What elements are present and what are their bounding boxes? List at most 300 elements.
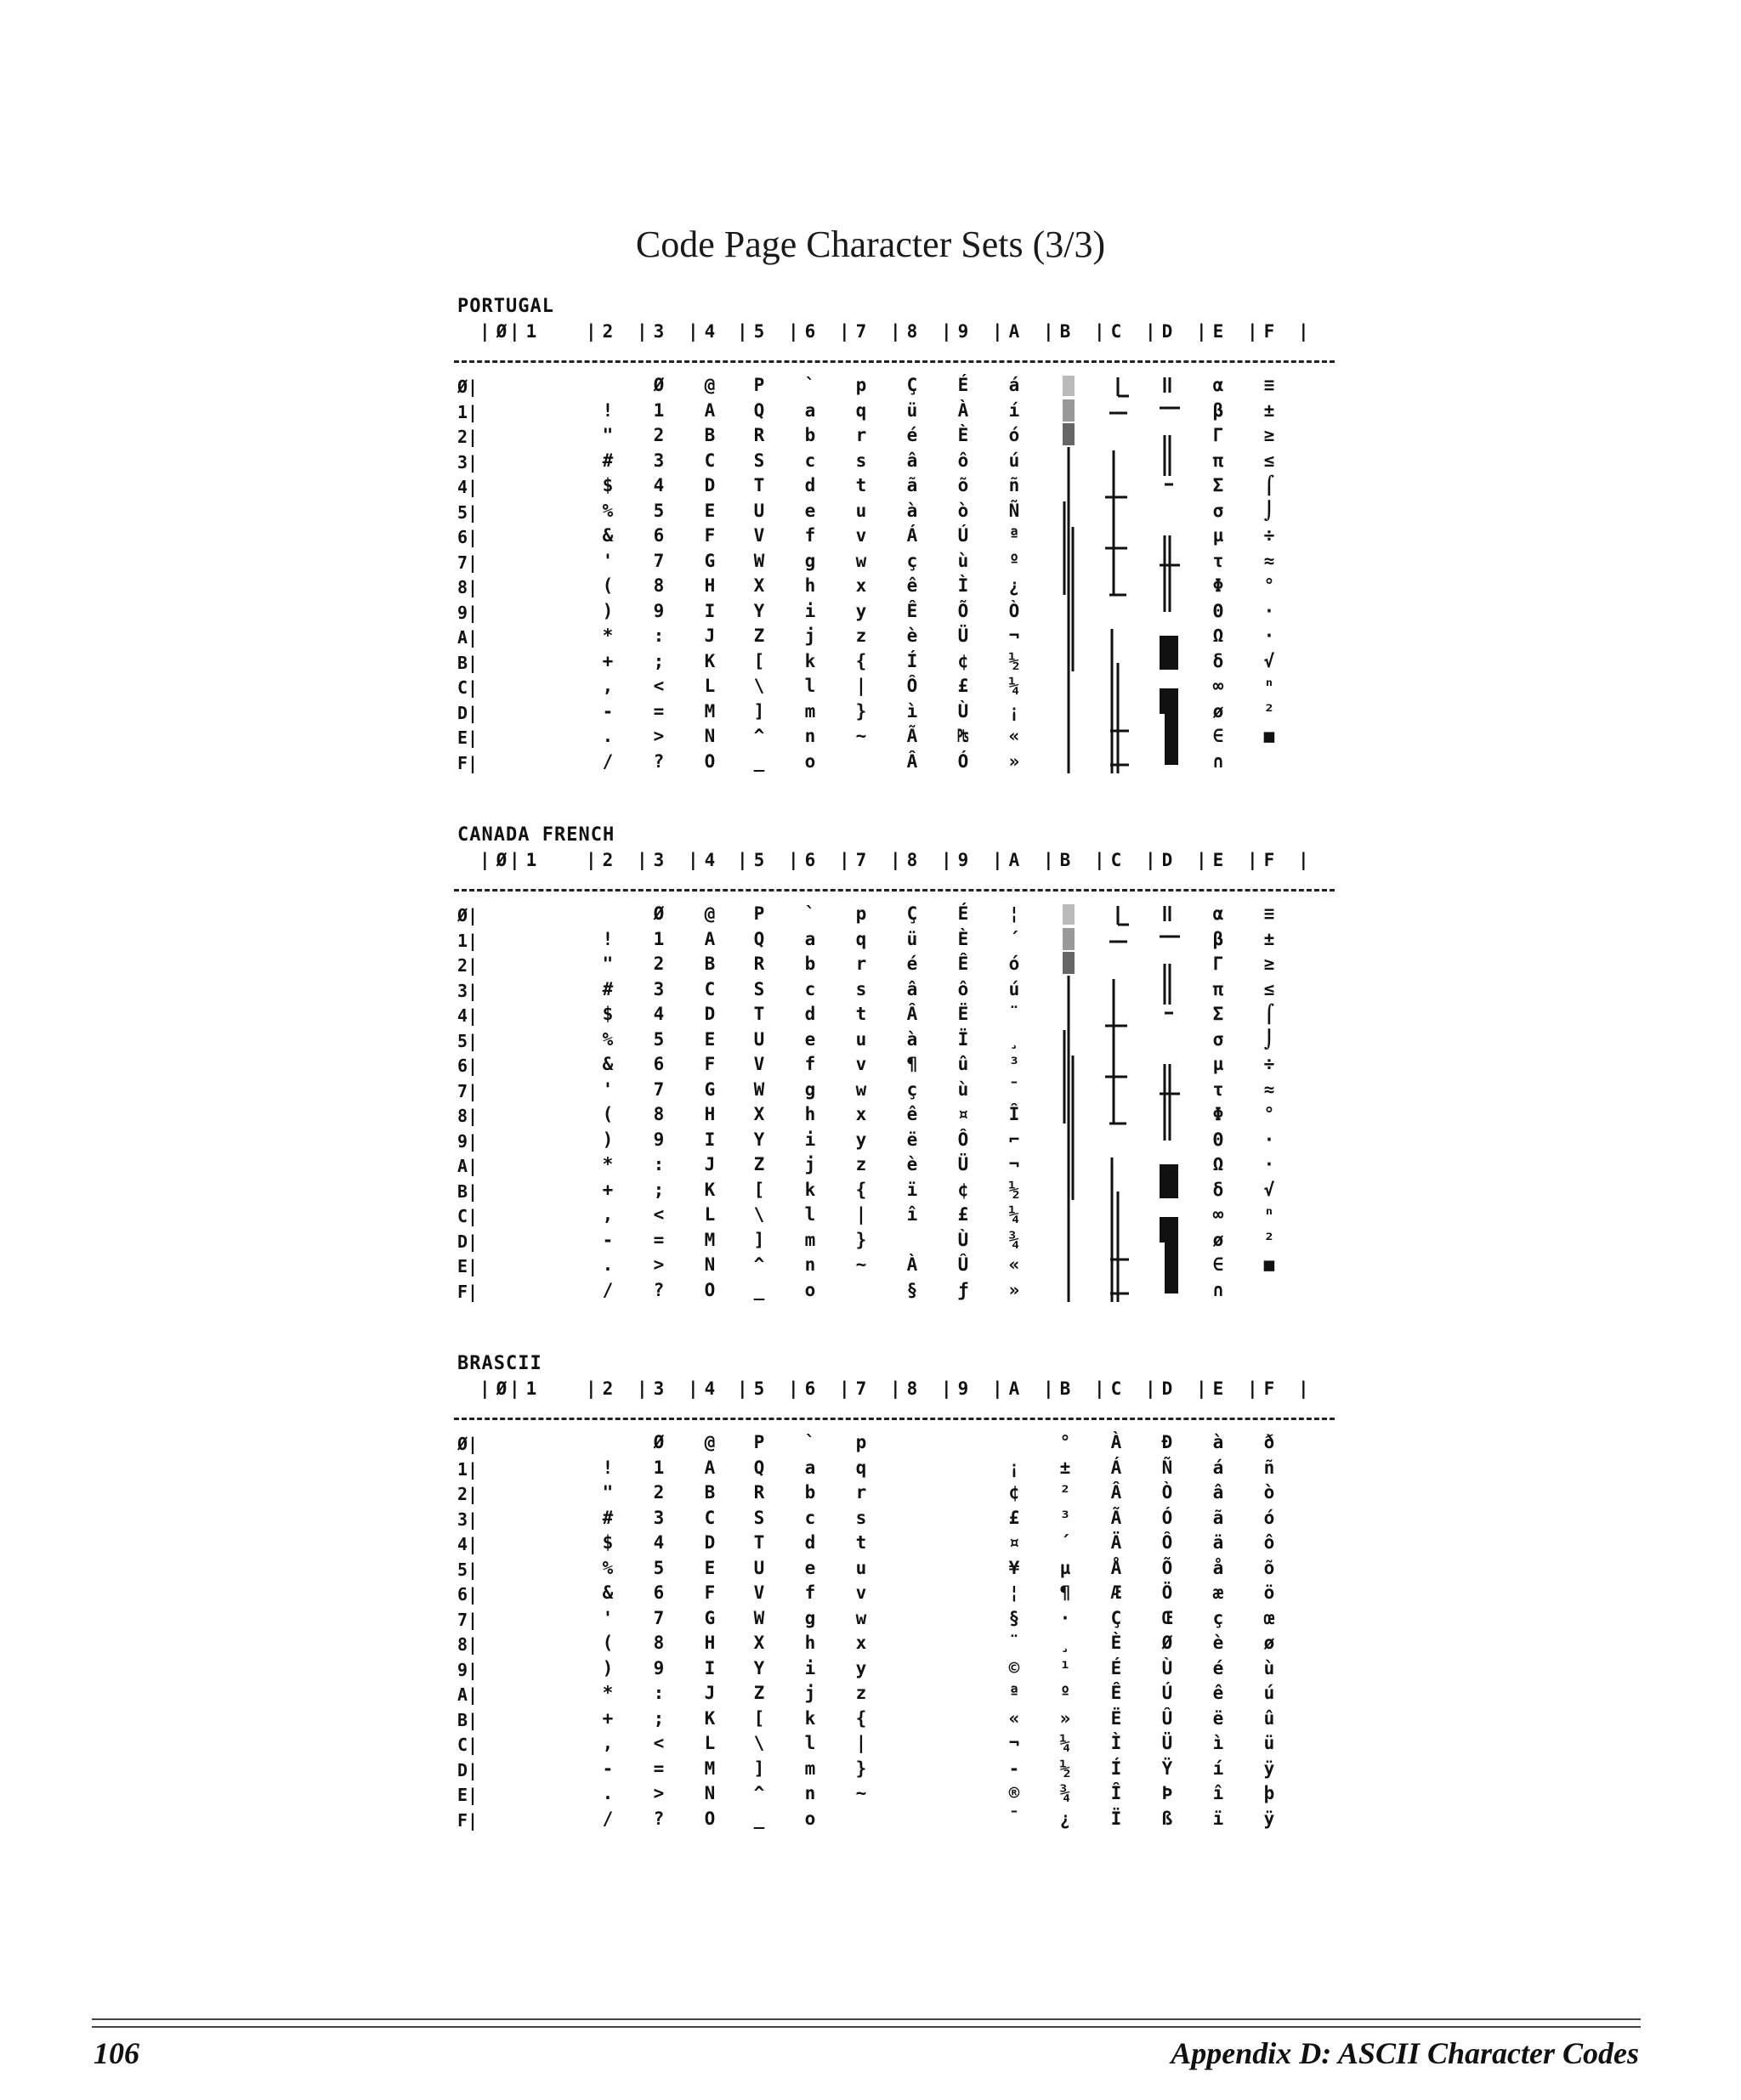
char-cell: 6 [653, 1054, 665, 1074]
char-cell: 2 [653, 425, 665, 445]
char-cell: L [704, 1204, 716, 1225]
char-cell: δ [1212, 650, 1224, 671]
char-cell: ⌡ [1263, 500, 1275, 521]
char-cell: å [1212, 1557, 1224, 1578]
char-cell: ^ [753, 1254, 765, 1275]
row-label: 4| [457, 1534, 479, 1554]
char-cell: H [704, 1633, 716, 1653]
char-cell: G [704, 550, 716, 571]
char-cell: s [855, 1507, 867, 1528]
char-cell: à [906, 1028, 918, 1050]
char-cell: ( [602, 1633, 614, 1653]
row-label: Ø| [457, 905, 479, 925]
header-separator: | [1298, 321, 1309, 342]
header-separator: | [1043, 850, 1054, 870]
header-separator: | [992, 1378, 1003, 1399]
char-cell: α [1212, 375, 1224, 395]
char-cell: ó [1008, 954, 1020, 974]
row-label: A| [457, 627, 479, 648]
char-cell: a [804, 1457, 816, 1478]
char-cell: ê [906, 575, 918, 596]
page-number: 106 [94, 2036, 139, 2070]
char-cell: - [602, 1758, 614, 1779]
header-separator: | [788, 850, 799, 870]
char-cell: K [704, 1707, 716, 1729]
char-cell: 3 [653, 1507, 665, 1528]
header-separator: | [839, 850, 850, 870]
char-cell: : [653, 1154, 665, 1175]
char-cell: § [906, 1279, 918, 1300]
char-cell: " [602, 954, 614, 974]
char-cell: S [753, 978, 765, 999]
char-cell: i [804, 600, 816, 621]
char-cell: ´ [1008, 928, 1020, 949]
char-cell: : [653, 625, 665, 646]
column-header: 3 [653, 321, 665, 342]
char-cell: R [753, 425, 765, 445]
char-cell: ü [1263, 1733, 1275, 1753]
char-cell: À [957, 399, 969, 421]
row-label: D| [457, 702, 479, 723]
char-cell: ä [1212, 1532, 1224, 1553]
row-label: 6| [457, 1056, 479, 1076]
char-cell: ë [1212, 1707, 1224, 1729]
char-cell: § [1008, 1607, 1020, 1628]
char-cell: Ù [957, 1229, 969, 1250]
header-separator: | [637, 1378, 648, 1399]
header-separator: | [1094, 850, 1105, 870]
char-cell: $ [602, 1532, 614, 1553]
row-label: 8| [457, 577, 479, 597]
char-cell: í [1212, 1758, 1224, 1779]
char-cell: Φ [1212, 575, 1224, 596]
char-cell: ÷ [1263, 1054, 1275, 1074]
char-cell: [ [753, 1179, 765, 1200]
char-cell: y [855, 1657, 867, 1678]
column-header: 8 [906, 321, 918, 342]
char-cell: ö [1263, 1582, 1275, 1603]
char-cell: ³ [1008, 1054, 1020, 1074]
header-separator: | [586, 321, 597, 342]
char-cell: Ñ [1161, 1457, 1173, 1478]
char-cell: ó [1008, 425, 1020, 445]
char-cell: Ä [1110, 1532, 1122, 1553]
column-header: 3 [653, 1378, 665, 1399]
char-cell: º [1008, 550, 1020, 571]
char-cell: n [804, 1783, 816, 1803]
header-separator: | [479, 1378, 491, 1399]
char-cell: è [1212, 1633, 1224, 1653]
char-cell: Ø [653, 903, 665, 924]
char-cell: Q [753, 399, 765, 421]
char-cell: 9 [653, 600, 665, 621]
char-cell: / [602, 1808, 614, 1829]
char-cell: X [753, 575, 765, 596]
char-cell: * [602, 1683, 614, 1703]
char-cell: ¶ [1059, 1582, 1071, 1603]
char-cell: k [804, 650, 816, 671]
char-cell: ú [1263, 1683, 1275, 1703]
column-header: 5 [753, 1378, 765, 1399]
row-label: 6| [457, 527, 479, 547]
char-cell: Ç [1110, 1607, 1122, 1628]
char-cell: Ð [1161, 1432, 1173, 1452]
header-separator: | [941, 321, 952, 342]
char-cell: Ó [1161, 1507, 1173, 1528]
char-cell: $ [602, 1004, 614, 1024]
char-cell: g [804, 1607, 816, 1628]
char-cell: ⌠ [1263, 475, 1275, 495]
char-cell: Q [753, 1457, 765, 1478]
char-cell: * [602, 625, 614, 646]
char-cell: Ã [906, 726, 918, 746]
char-cell: F [704, 1054, 716, 1074]
char-cell: ¹ [1059, 1657, 1071, 1678]
char-cell: ù [1263, 1657, 1275, 1678]
char-cell: · [1263, 625, 1275, 646]
char-cell: 6 [653, 1582, 665, 1603]
char-cell: # [602, 1507, 614, 1528]
char-cell: ¥ [1008, 1557, 1020, 1578]
char-cell: ; [653, 1179, 665, 1200]
char-cell: Ø [1161, 1633, 1173, 1653]
char-cell: w [855, 550, 867, 571]
char-cell: ´ [1059, 1532, 1071, 1553]
char-cell: ■ [1263, 1254, 1275, 1275]
char-cell: 2 [653, 954, 665, 974]
char-cell: ü [906, 928, 918, 949]
char-cell: σ [1212, 500, 1224, 521]
char-cell: } [855, 700, 867, 722]
header-separator: | [737, 1378, 748, 1399]
column-header: 5 [753, 321, 765, 342]
char-cell: ø [1212, 700, 1224, 722]
char-cell: c [804, 978, 816, 999]
char-cell: c [804, 450, 816, 471]
char-cell: ¶ [906, 1054, 918, 1074]
column-header: 8 [906, 1378, 918, 1399]
header-separator: | [1043, 1378, 1054, 1399]
char-cell: C [704, 1507, 716, 1528]
char-cell: Ù [957, 700, 969, 722]
char-cell: ½ [1008, 650, 1020, 671]
row-label: E| [457, 1785, 479, 1805]
char-cell: s [855, 450, 867, 471]
row-label: 4| [457, 1005, 479, 1026]
char-cell: ^ [753, 1783, 765, 1803]
char-cell: ) [602, 600, 614, 621]
char-cell: ≡ [1263, 375, 1275, 395]
char-cell: 5 [653, 1028, 665, 1050]
column-header: 6 [804, 1378, 816, 1399]
header-separator: | [688, 850, 699, 870]
char-cell: Ê [957, 954, 969, 974]
char-cell: ¬ [1008, 1733, 1020, 1753]
char-cell: Ë [1110, 1707, 1122, 1729]
char-cell: e [804, 500, 816, 521]
char-cell: Σ [1212, 1004, 1224, 1024]
char-cell: ø [1212, 1229, 1224, 1250]
char-cell: β [1212, 928, 1224, 949]
header-separator: | [1196, 321, 1207, 342]
char-cell: ô [957, 978, 969, 999]
char-cell: Â [1110, 1482, 1122, 1503]
char-cell: w [855, 1607, 867, 1628]
column-header: 6 [804, 850, 816, 870]
char-cell: i [804, 1657, 816, 1678]
char-cell: [ [753, 1707, 765, 1729]
char-cell: ° [1263, 1104, 1275, 1124]
char-cell: P [753, 903, 765, 924]
char-cell: é [906, 425, 918, 445]
char-cell: @ [704, 903, 716, 924]
column-header: 9 [957, 321, 969, 342]
char-cell: ≈ [1263, 1078, 1275, 1100]
char-cell: H [704, 575, 716, 596]
char-cell: ≡ [1263, 903, 1275, 924]
char-cell: , [602, 1204, 614, 1225]
char-cell: _ [753, 750, 765, 772]
char-cell: s [855, 978, 867, 999]
footer-rule [92, 2018, 1641, 2020]
column-header: 4 [704, 321, 716, 342]
header-separator: | [890, 850, 901, 870]
char-cell: z [855, 1154, 867, 1175]
char-cell: π [1212, 450, 1224, 471]
char-cell: ) [602, 1129, 614, 1150]
char-cell: ¤ [1008, 1532, 1020, 1553]
char-cell: Ê [1110, 1683, 1122, 1703]
char-cell: D [704, 475, 716, 495]
char-cell: > [653, 1254, 665, 1275]
column-header: Ø [496, 850, 508, 870]
header-separator: | [941, 850, 952, 870]
char-cell: z [855, 1683, 867, 1703]
header-separator: | [688, 321, 699, 342]
char-cell: x [855, 1633, 867, 1653]
char-cell: À [1110, 1432, 1122, 1452]
char-cell: ~ [855, 726, 867, 746]
char-cell: v [855, 525, 867, 546]
char-cell: t [855, 1532, 867, 1553]
char-cell: | [855, 1204, 867, 1225]
column-header: B [1059, 321, 1071, 342]
char-cell: & [602, 1582, 614, 1603]
row-label: E| [457, 727, 479, 748]
char-cell: G [704, 1078, 716, 1100]
char-cell: u [855, 500, 867, 521]
char-cell: Ê [906, 600, 918, 621]
char-cell: m [804, 1758, 816, 1779]
char-cell: M [704, 1229, 716, 1250]
char-cell: ] [753, 1758, 765, 1779]
char-cell: · [1263, 1129, 1275, 1150]
char-cell: Γ [1212, 954, 1224, 974]
char-cell: O [704, 1279, 716, 1300]
char-cell: ° [1263, 575, 1275, 596]
char-cell: P [753, 375, 765, 395]
column-header: 6 [804, 321, 816, 342]
char-cell: ê [906, 1104, 918, 1124]
char-cell: Y [753, 1129, 765, 1150]
char-cell: t [855, 1004, 867, 1024]
char-cell: J [704, 1683, 716, 1703]
char-cell: à [1212, 1432, 1224, 1452]
char-cell: ¯ [1008, 1078, 1020, 1100]
char-cell: Θ [1212, 600, 1224, 621]
char-cell: É [957, 375, 969, 395]
header-separator: | [1145, 850, 1156, 870]
char-cell: f [804, 525, 816, 546]
char-cell: Ï [1110, 1808, 1122, 1829]
char-cell: ÷ [1263, 525, 1275, 546]
char-cell: π [1212, 978, 1224, 999]
char-cell: ± [1263, 399, 1275, 421]
row-label: C| [457, 677, 479, 698]
char-cell: î [906, 1204, 918, 1225]
char-cell: < [653, 1204, 665, 1225]
column-header: 2 [602, 850, 614, 870]
char-cell: R [753, 954, 765, 974]
char-cell: ? [653, 1279, 665, 1300]
char-cell: = [653, 700, 665, 722]
char-cell: Ò [1008, 600, 1020, 621]
header-separator: | [839, 1378, 850, 1399]
char-cell: ð [1263, 1432, 1275, 1452]
char-cell: τ [1212, 1078, 1224, 1100]
char-cell: ; [653, 650, 665, 671]
char-cell: ÿ [1263, 1758, 1275, 1779]
column-header: 8 [906, 850, 918, 870]
char-cell: æ [1212, 1582, 1224, 1603]
char-cell: ³ [1059, 1507, 1071, 1528]
char-cell: H [704, 1104, 716, 1124]
char-cell: T [753, 475, 765, 495]
header-separator: | [737, 850, 748, 870]
column-header: Ø [496, 321, 508, 342]
char-cell: Ü [957, 625, 969, 646]
column-header: C [1110, 850, 1122, 870]
row-label: 9| [457, 602, 479, 623]
char-cell: Z [753, 1154, 765, 1175]
char-cell: U [753, 1557, 765, 1578]
box-drawing-glyphs [1046, 903, 1199, 1310]
char-cell: ; [653, 1707, 665, 1729]
char-cell: £ [1008, 1507, 1020, 1528]
char-cell: L [704, 1733, 716, 1753]
char-cell: j [804, 1683, 816, 1703]
char-cell: Æ [1110, 1582, 1122, 1603]
char-cell: ß [1161, 1808, 1173, 1829]
char-cell: ÿ [1263, 1808, 1275, 1829]
char-cell: î [1212, 1783, 1224, 1803]
footer-title: Appendix D: ASCII Character Codes [1171, 2036, 1639, 2070]
char-cell: L [704, 676, 716, 696]
char-cell: 9 [653, 1657, 665, 1678]
charset-table-portugal [451, 296, 1335, 772]
row-label: C| [457, 1206, 479, 1226]
header-separator: | [1196, 1378, 1207, 1399]
char-cell: ò [957, 500, 969, 521]
char-cell: k [804, 1707, 816, 1729]
header-separator: | [839, 321, 850, 342]
char-cell: õ [957, 475, 969, 495]
char-cell: ∩ [1212, 1279, 1224, 1300]
char-cell: Ô [906, 676, 918, 696]
char-cell: Â [906, 750, 918, 772]
char-cell: û [1263, 1707, 1275, 1729]
char-cell: ¡ [1008, 1457, 1020, 1478]
char-cell: v [855, 1054, 867, 1074]
char-cell: ¢ [1008, 1482, 1020, 1503]
char-cell: : [653, 1683, 665, 1703]
row-label: Ø| [457, 1434, 479, 1454]
char-cell: % [602, 500, 614, 521]
column-header: 1 [525, 850, 537, 870]
row-label: 8| [457, 1106, 479, 1126]
dashed-divider [454, 889, 1335, 892]
char-cell: Ù [1161, 1657, 1173, 1678]
char-cell: τ [1212, 550, 1224, 571]
char-cell: Θ [1212, 1129, 1224, 1150]
char-cell: B [704, 425, 716, 445]
row-label: E| [457, 1256, 479, 1276]
char-cell: \ [753, 1204, 765, 1225]
char-cell: ç [1212, 1607, 1224, 1628]
column-header: 9 [957, 850, 969, 870]
char-cell: Œ [1161, 1607, 1173, 1628]
char-cell: S [753, 450, 765, 471]
char-cell: õ [1263, 1557, 1275, 1578]
char-cell: } [855, 1758, 867, 1779]
column-header: D [1161, 1378, 1173, 1399]
char-cell: d [804, 475, 816, 495]
char-cell: µ [1212, 525, 1224, 546]
header-separator: | [586, 850, 597, 870]
char-cell: + [602, 1179, 614, 1200]
char-cell: Î [1008, 1104, 1020, 1124]
row-label: B| [457, 1180, 479, 1202]
char-cell: ≤ [1263, 978, 1275, 999]
column-header: E [1212, 850, 1224, 870]
char-cell: k [804, 1179, 816, 1200]
char-cell: V [753, 1582, 765, 1603]
char-cell: , [602, 676, 614, 696]
page-title: Code Page Character Sets (3/3) [635, 224, 1106, 265]
row-label: 7| [457, 552, 479, 573]
char-cell: ' [602, 550, 614, 571]
row-label: 7| [457, 1080, 479, 1101]
char-cell: è [906, 1154, 918, 1175]
header-separator: | [1145, 321, 1156, 342]
char-cell: È [957, 928, 969, 949]
header-separator: | [637, 850, 648, 870]
char-cell: · [1059, 1607, 1071, 1628]
header-separator: | [890, 1378, 901, 1399]
char-cell: Á [906, 525, 918, 546]
char-cell: M [704, 700, 716, 722]
char-cell: · [1263, 600, 1275, 621]
char-cell: Ò [1161, 1482, 1173, 1503]
char-cell: R [753, 1482, 765, 1503]
char-cell: * [602, 1154, 614, 1175]
char-cell: j [804, 625, 816, 646]
row-label: 3| [457, 451, 479, 473]
char-cell: Ú [1161, 1683, 1173, 1703]
column-header: 2 [602, 321, 614, 342]
char-cell: l [804, 1733, 816, 1753]
char-cell: Á [1110, 1457, 1122, 1478]
